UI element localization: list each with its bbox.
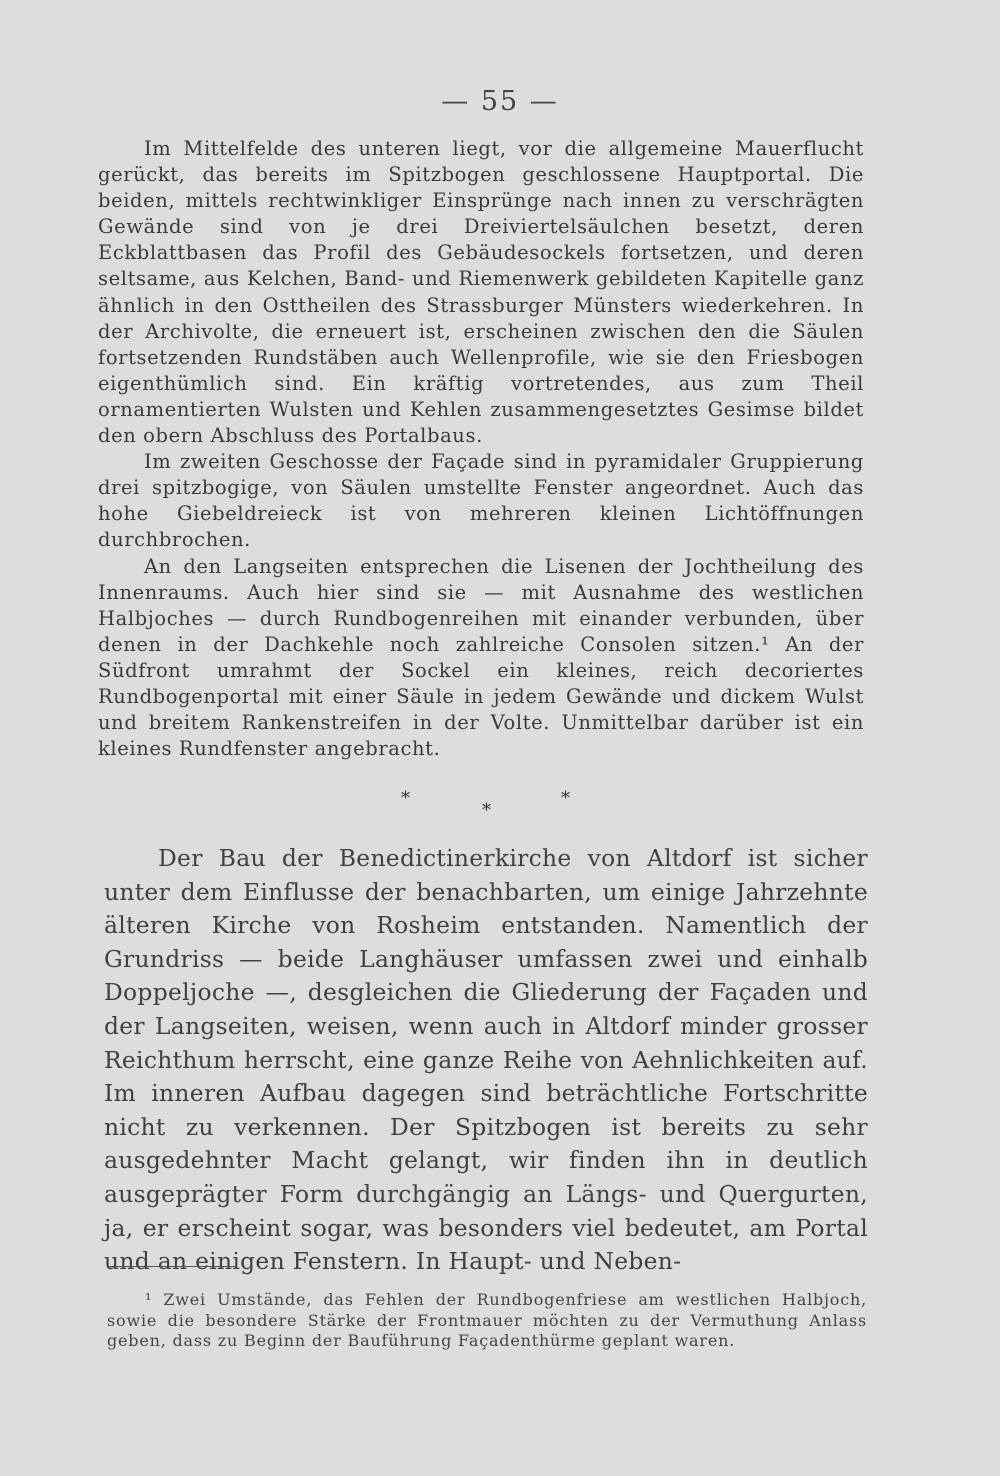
paragraph: Im Mittelfelde des unteren liegt, vor die allgemeine Mauerflucht gerückt, das bereits im Spitzbogen geschlossene Hauptportal. Die beiden, mittels rechtwinkliger Einsprünge nach innen zu verschrägten Gewände sind von je drei Dreiviertelsäulchen besetzt, deren Eckblattbasen das Profil des Gebäudesockels fortsetzen, und deren seltsame, aus Kelchen, Band- und Riemenwerk gebildeten Kapitelle ganz ähnlich in den Osttheilen des Strassburger Münsters wiederkehren. In der Archivolte, die erneuert ist, erscheinen zwischen den die Säulen fortsetzenden Rundstäben auch Wellenprofile, wie sie den Friesbogen eigenthümlich sind. Ein kräftig vortretendes, aus zum Theil ornamentierten Wulsten und Kehlen zusammengesetztes Gesimse bildet den obern Abschluss des Portalbaus.	[98, 137, 864, 448]
separator-asterisk: *	[401, 788, 410, 809]
paragraph: An den Langseiten entsprechen die Lisenen der Jochtheilung des Innenraums. Auch hier sind sie — mit Ausnahme des westlichen Halbjoches — durch Rundbogenreihen mit einander verbunden, über denen in der Dachkehle noch zahlreiche Consolen sitzen.¹ An der Südfront umrahmt der Sockel ein kleines, reich decoriertes Rundbogenportal mit einer Säule in jedem Gewände und dickem Wulst und breitem Rankenstreifen in der Volte. Unmittelbar darüber ist ein kleines Rundfenster angebracht.	[98, 554, 864, 761]
footnote	[107, 1290, 867, 1352]
separator-asterisk: *	[482, 800, 491, 821]
footnote-text: ¹ Zwei Umstände, das Fehlen der Rundbogenfriese am westlichen Halbjoch, sowie die besondere Stärke der Frontmauer möchten zu der Vermuthung Anlass geben, dass zu Beginn der Bauführung Façadenthürme geplant waren.	[107, 1290, 867, 1350]
section-altdorf	[104, 842, 868, 1279]
footnote-rule	[107, 1266, 237, 1267]
separator-asterisk: *	[561, 788, 570, 809]
section-portal-description	[98, 136, 864, 762]
paragraph: Im zweiten Geschosse der Façade sind in pyramidaler Gruppierung drei spitzbogige, von Säulen umstellte Fenster angeordnet. Auch das hohe Giebeldreieck ist von mehreren kleinen Lichtöffnungen durchbrochen.	[98, 450, 864, 552]
paragraph: Der Bau der Benedictinerkirche von Altdorf ist sicher unter dem Einflusse der benachbarten, um einige Jahrzehnte älteren Kirche von Rosheim entstanden. Namentlich der Grundriss — beide Langhäuser umfassen zwei und einhalb Doppeljoche —, desgleichen die Gliederung der Façaden und der Langseiten, weisen, wenn auch in Altdorf minder grosser Reichthum herrscht, eine ganze Reihe von Aehnlichkeiten auf. Im inneren Aufbau dagegen sind beträchtliche Fortschritte nicht zu verkennen. Der Spitzbogen ist bereits zu sehr ausgedehnter Macht gelangt, wir finden ihn in deutlich ausgeprägter Form durchgängig an Längs- und Quergurten, ja, er erscheint sogar, was besonders viel bedeutet, am Portal und an einigen Fenstern. In Haupt- und Neben-	[104, 844, 868, 1276]
section-separator	[0, 784, 1000, 824]
page-number: — 55 —	[441, 86, 559, 117]
